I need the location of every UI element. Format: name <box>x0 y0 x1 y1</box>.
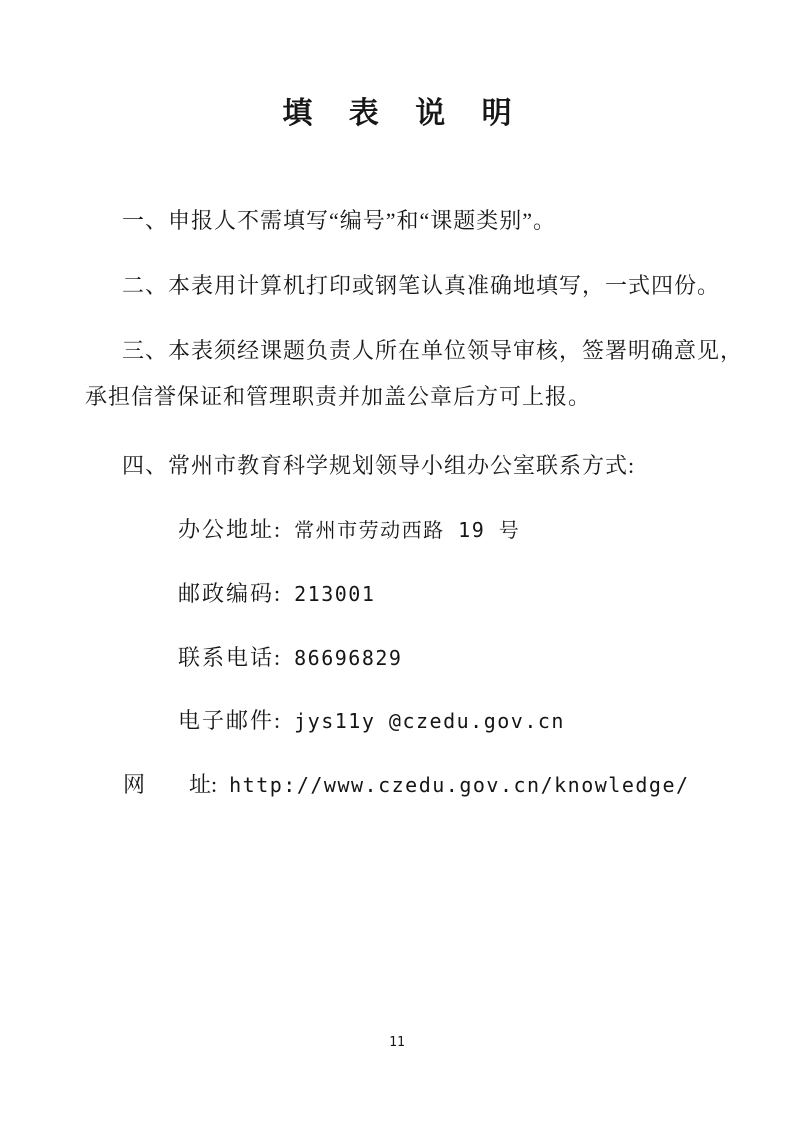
postcode-label: 邮政编码: <box>178 581 283 606</box>
website-value: http://www.czedu.gov.cn/knowledge/ <box>229 773 690 797</box>
page-number: 11 <box>389 1035 405 1050</box>
website-label-char1: 网 <box>123 772 146 797</box>
contact-postcode-row <box>178 580 375 608</box>
instruction-item-3-line-2: 承担信誉保证和管理职责并加盖公章后方可上报。 <box>85 384 592 409</box>
postcode-value: 213001 <box>294 582 376 606</box>
website-label-char2: 址: <box>189 772 218 797</box>
instruction-item-2: 二、本表用计算机打印或钢笔认真准确地填写，一式四份。 <box>122 273 721 298</box>
phone-value: 86696829 <box>294 646 403 670</box>
contact-address-row <box>178 516 520 544</box>
instruction-item-1: 一、申报人不需填写“编号”和“课题类别”。 <box>122 208 557 233</box>
contact-website-row <box>123 771 690 799</box>
contact-phone-row <box>178 644 402 672</box>
instruction-item-4: 四、常州市教育科学规划领导小组办公室联系方式: <box>122 453 636 478</box>
email-label: 电子邮件: <box>178 708 283 733</box>
instruction-item-3-line-1: 三、本表须经课题负责人所在单位领导审核，签署明确意见， <box>122 338 744 363</box>
address-value: 常州市劳动西路 19 号 <box>294 518 521 542</box>
address-label: 办公地址: <box>178 517 283 542</box>
contact-email-row <box>178 707 565 735</box>
phone-label: 联系电话: <box>178 645 283 670</box>
email-value: jys11y @czedu.gov.cn <box>294 709 565 733</box>
page-title: 填 表 说 明 <box>282 96 525 131</box>
